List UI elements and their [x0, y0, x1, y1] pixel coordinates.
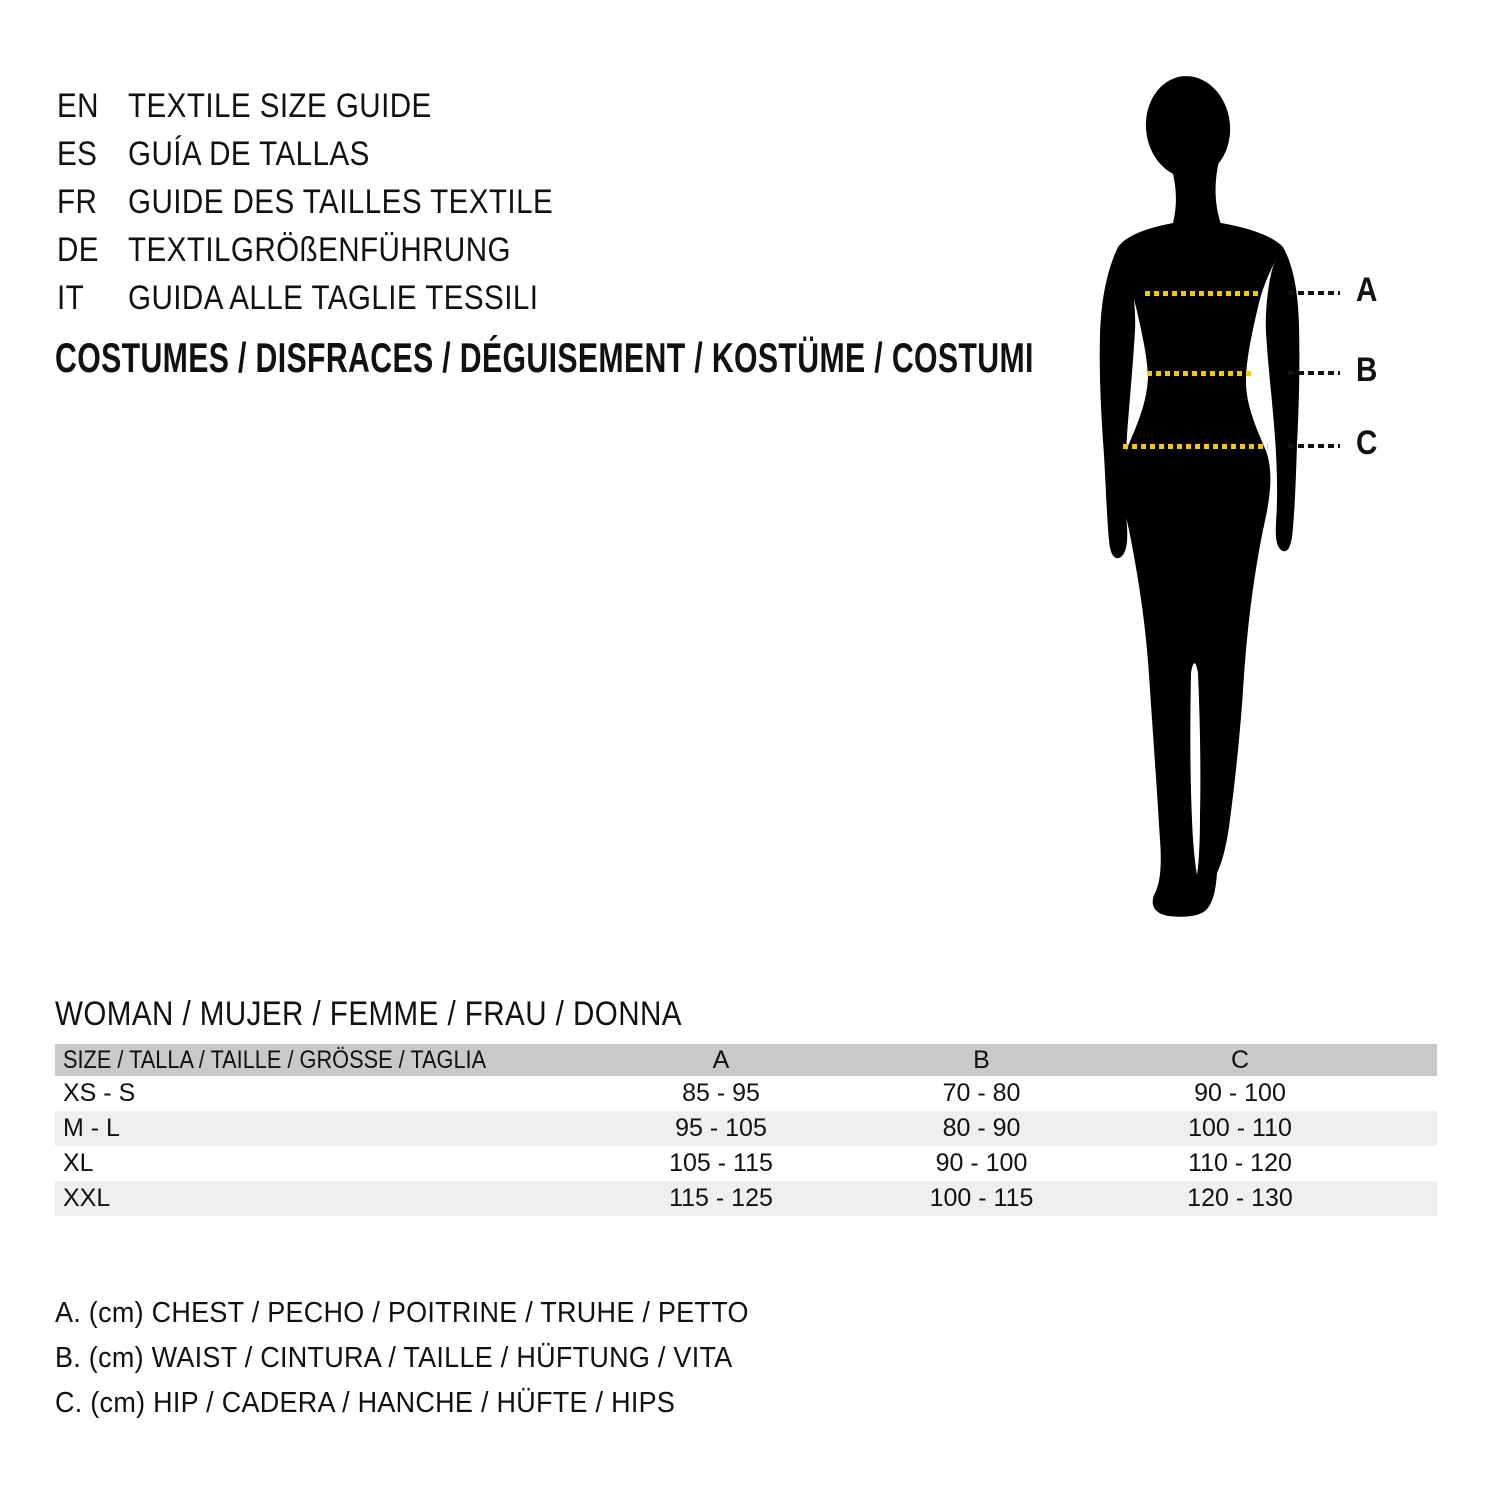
waist-range-cell: 100 - 115: [929, 1184, 1034, 1212]
size-cell: XXL: [63, 1184, 111, 1212]
list-item: [57, 274, 617, 322]
waist-measure-dash-black: [1288, 371, 1340, 375]
column-header-a: A: [712, 1045, 730, 1074]
language-code: EN: [57, 87, 99, 125]
chest-range-cell: 115 - 125: [669, 1184, 773, 1212]
language-code: ES: [57, 135, 98, 173]
size-cell: XS - S: [63, 1079, 136, 1107]
marker-label-a: A: [1356, 271, 1378, 309]
chest-range-cell: 95 - 105: [675, 1114, 767, 1142]
waist-measure-dash-yellow: [1147, 371, 1253, 376]
list-item: [57, 226, 617, 274]
marker-label-b: B: [1356, 351, 1378, 389]
language-title: GUIDA ALLE TAGLIE TESSILI: [128, 279, 539, 317]
column-header-pad: [1367, 1044, 1437, 1076]
list-item: [57, 178, 617, 226]
language-code: FR: [57, 183, 98, 221]
chest-range-cell: 105 - 115: [669, 1149, 773, 1177]
category-headline: COSTUMES / DISFRACES / DÉGUISEMENT / KOSTÜME / COSTUMI: [55, 334, 1034, 381]
size-table-header-row: [55, 1044, 1437, 1076]
column-header-b: B: [973, 1045, 990, 1074]
table-row: [55, 1111, 1437, 1146]
column-header-c: C: [1230, 1045, 1250, 1074]
hip-range-cell: 120 - 130: [1187, 1184, 1293, 1212]
language-title: TEXTILGRÖßENFÜHRUNG: [128, 231, 511, 269]
chest-range-cell: 85 - 95: [682, 1079, 760, 1107]
chest-measure-dash-yellow: [1145, 291, 1258, 296]
legend-chest: A. (cm) CHEST / PECHO / POITRINE / TRUHE / PETTO: [55, 1297, 749, 1329]
waist-range-cell: 80 - 90: [942, 1114, 1021, 1142]
hip-range-cell: 90 - 100: [1194, 1079, 1286, 1107]
language-title: GUÍA DE TALLAS: [128, 135, 370, 173]
waist-range-cell: 70 - 80: [942, 1079, 1021, 1107]
size-column-header: SIZE / TALLA / TAILLE / GRÖSSE / TAGLIA: [63, 1045, 487, 1074]
language-title: GUIDE DES TAILLES TEXTILE: [128, 183, 554, 221]
size-table: [55, 1044, 1437, 1216]
section-title-woman: WOMAN / MUJER / FEMME / FRAU / DONNA: [55, 995, 682, 1033]
woman-silhouette-figure: [1085, 75, 1325, 920]
table-row: [55, 1181, 1437, 1216]
table-row: [55, 1146, 1437, 1181]
language-code: DE: [57, 231, 99, 269]
size-cell: M - L: [63, 1114, 120, 1142]
hip-range-cell: 110 - 120: [1188, 1149, 1292, 1177]
marker-label-c: C: [1356, 424, 1378, 462]
waist-range-cell: 90 - 100: [935, 1149, 1028, 1177]
list-item: [57, 82, 617, 130]
language-title: TEXTILE SIZE GUIDE: [128, 87, 432, 125]
language-code: IT: [57, 279, 85, 317]
chest-measure-dash-black: [1288, 291, 1340, 295]
size-cell: XL: [63, 1149, 94, 1177]
measurement-legend: [55, 1291, 801, 1426]
legend-waist: B. (cm) WAIST / CINTURA / TAILLE / HÜFTUNG / VITA: [55, 1342, 733, 1374]
language-title-list: [57, 82, 617, 322]
list-item: [57, 130, 617, 178]
legend-hip: C. (cm) HIP / CADERA / HANCHE / HÜFTE / HIPS: [55, 1387, 676, 1419]
hip-measure-dash-yellow: [1123, 444, 1268, 449]
table-row: [55, 1076, 1437, 1111]
hip-measure-dash-black: [1288, 444, 1340, 448]
hip-range-cell: 100 - 110: [1188, 1114, 1292, 1142]
